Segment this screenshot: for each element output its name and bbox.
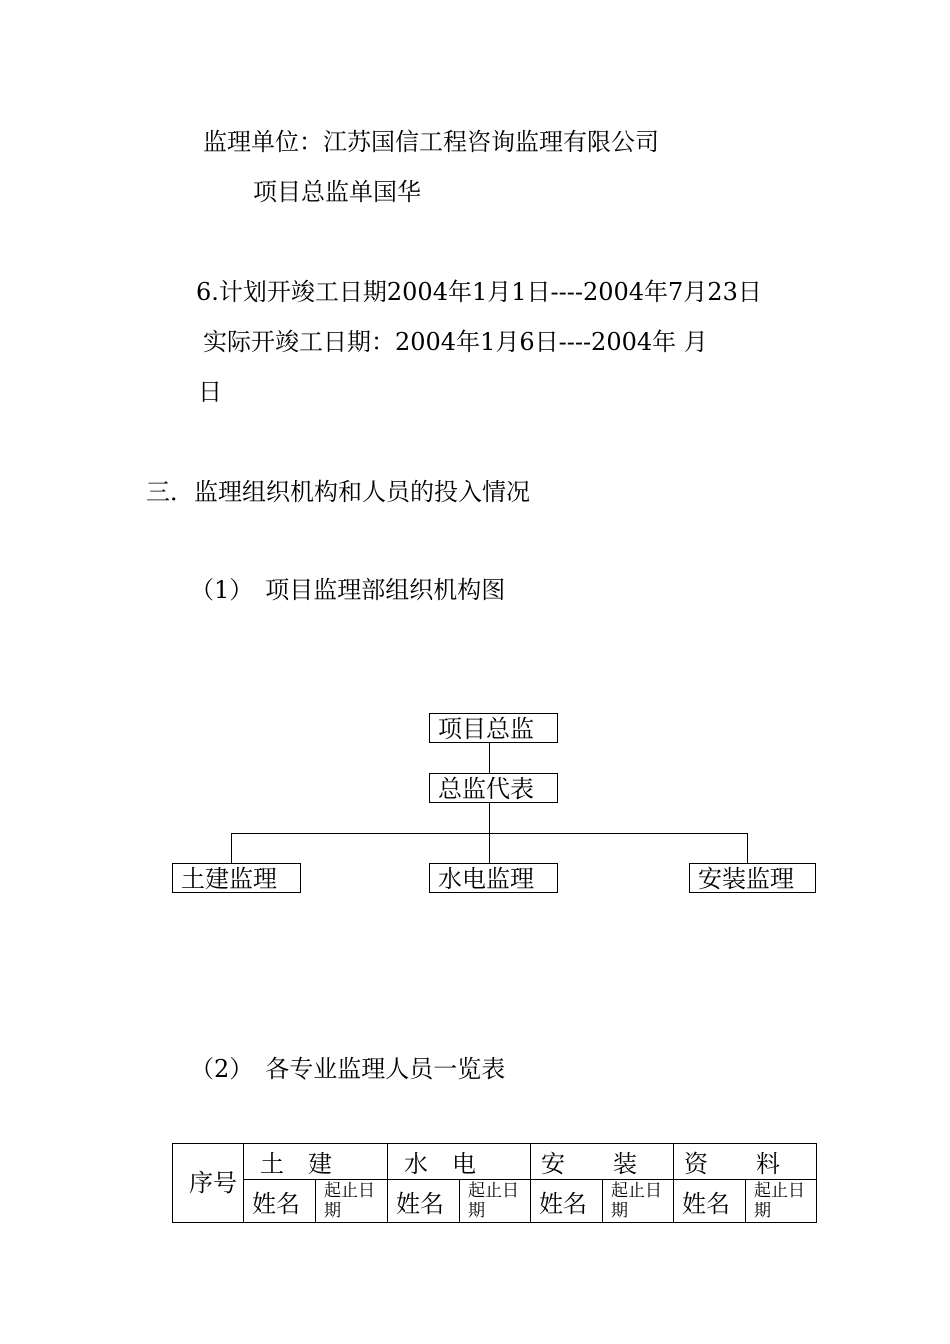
chief-supervisor: 项目总监单国华: [253, 178, 421, 206]
actual-dates-cont: 日: [198, 378, 222, 406]
roster-caption: （2） 各专业监理人员一览表: [190, 1055, 506, 1083]
org-node-civil: 土建监理: [172, 863, 301, 893]
org-node-deputy: 总监代表: [429, 773, 558, 803]
roster-table: [172, 1143, 817, 1223]
name-header: 姓名: [244, 1180, 316, 1223]
date-header: 起止日期: [316, 1180, 388, 1223]
org-node-installation: 安装监理: [689, 863, 816, 893]
connector: [489, 743, 490, 773]
actual-dates: 实际开竣工日期：2004年1月6日----2004年 月: [203, 328, 708, 356]
date-header: 起止日期: [603, 1180, 674, 1223]
name-header: 姓名: [388, 1180, 460, 1223]
discipline-civil: 土 建: [244, 1144, 388, 1180]
name-header: 姓名: [674, 1180, 746, 1223]
org-node-water-electric: 水电监理: [429, 863, 558, 893]
seq-header: 序号: [173, 1144, 244, 1223]
name-header: 姓名: [531, 1180, 603, 1223]
section-heading: 三．监理组织机构和人员的投入情况: [146, 478, 530, 506]
supervisor-unit: 监理单位：江苏国信工程咨询监理有限公司: [203, 128, 659, 156]
org-chart-caption: （1） 项目监理部组织机构图: [190, 576, 506, 604]
discipline-water-electric: 水 电: [388, 1144, 531, 1180]
connector: [747, 833, 748, 863]
discipline-installation: 安 装: [531, 1144, 674, 1180]
org-node-top: 项目总监: [429, 713, 558, 743]
connector: [231, 833, 232, 863]
discipline-records: 资 料: [674, 1144, 817, 1180]
connector: [231, 833, 748, 834]
date-header: 起止日期: [746, 1180, 817, 1223]
date-header: 起止日期: [460, 1180, 531, 1223]
planned-dates: 6.计划开竣工日期2004年1月1日----2004年7月23日: [196, 278, 762, 306]
